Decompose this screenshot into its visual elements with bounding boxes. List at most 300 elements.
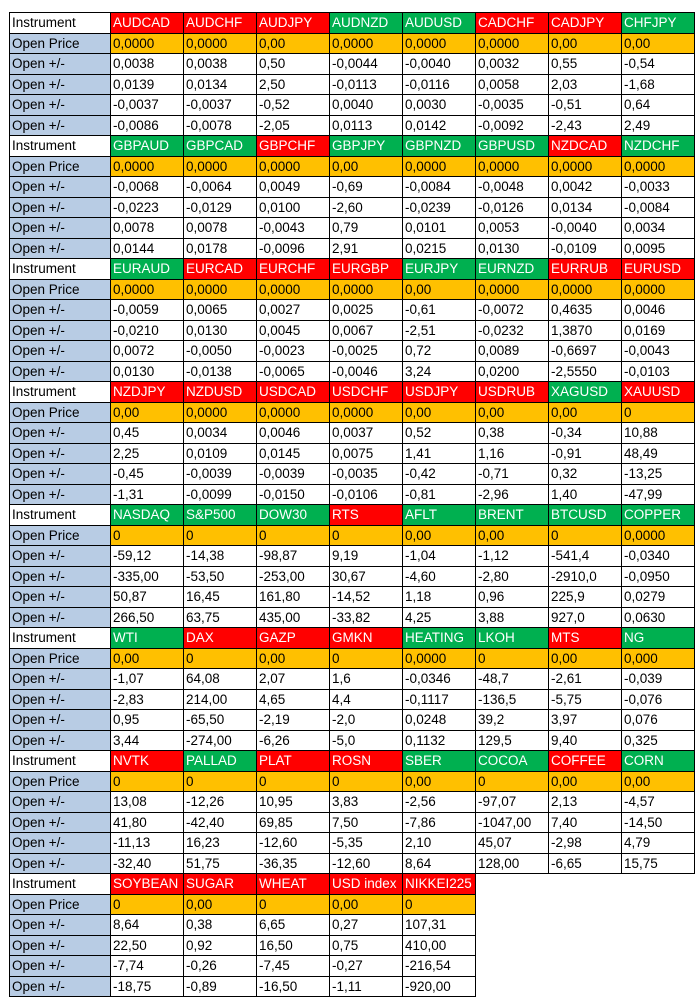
change-value-cell: -0,0096 [257, 238, 330, 259]
open-change-row [10, 812, 695, 833]
change-value-cell: 10,88 [622, 423, 695, 444]
open-price-cell: 0 [111, 525, 184, 546]
change-value-cell: -2,56 [403, 792, 476, 813]
change-value-cell: -216,54 [403, 956, 476, 977]
open-change-label: Open +/- [10, 423, 111, 444]
change-value-cell: 1,16 [476, 443, 549, 464]
change-value-cell: -5,35 [330, 833, 403, 854]
change-value-cell: 214,00 [184, 689, 257, 710]
open-change-row [10, 464, 695, 485]
empty-cell [549, 915, 622, 936]
change-value-cell: 7,50 [330, 812, 403, 833]
open-price-cell: 0 [622, 402, 695, 423]
open-price-cell: 0 [403, 894, 476, 915]
change-value-cell: -1,07 [111, 669, 184, 690]
change-value-cell: 0,0046 [257, 423, 330, 444]
change-value-cell: 0,95 [111, 710, 184, 731]
change-value-cell: -0,1117 [403, 689, 476, 710]
change-value-cell: 0,0049 [257, 177, 330, 198]
symbol-cell: USDJPY [403, 382, 476, 403]
change-value-cell: 0,0025 [330, 300, 403, 321]
empty-cell [622, 976, 695, 997]
change-value-cell: 2,07 [257, 669, 330, 690]
change-value-cell: 16,50 [257, 935, 330, 956]
change-value-cell: -0,0035 [330, 464, 403, 485]
open-change-row [10, 95, 695, 116]
symbol-cell: COCOA [476, 751, 549, 772]
instrument-header-row [10, 259, 695, 280]
open-price-cell: 0,0000 [476, 156, 549, 177]
change-value-cell: 0,75 [330, 935, 403, 956]
change-value-cell: 0,0109 [184, 443, 257, 464]
symbol-cell: AUDUSD [403, 13, 476, 34]
instrument-header-row [10, 382, 695, 403]
instrument-label: Instrument [10, 505, 111, 526]
symbol-cell: USDCHF [330, 382, 403, 403]
symbol-cell: AUDCAD [111, 13, 184, 34]
change-value-cell: -1,04 [403, 546, 476, 567]
change-value-cell: 0,0248 [403, 710, 476, 731]
change-value-cell: -13,25 [622, 464, 695, 485]
change-value-cell: -12,60 [330, 853, 403, 874]
open-price-cell: 0,0000 [549, 156, 622, 177]
symbol-cell: NVTK [111, 751, 184, 772]
open-change-label: Open +/- [10, 915, 111, 936]
change-value-cell: 1,40 [549, 484, 622, 505]
change-value-cell: -0,0086 [111, 115, 184, 136]
open-price-cell: 0,00 [330, 894, 403, 915]
symbol-cell: WTI [111, 628, 184, 649]
instrument-label: Instrument [10, 382, 111, 403]
change-value-cell: -0,0129 [184, 197, 257, 218]
change-value-cell: 0,0038 [111, 54, 184, 75]
open-change-row [10, 976, 695, 997]
change-value-cell: -0,0113 [330, 74, 403, 95]
change-value-cell: 63,75 [184, 607, 257, 628]
symbol-cell: DAX [184, 628, 257, 649]
change-value-cell: -0,0103 [622, 361, 695, 382]
change-value-cell: 0,64 [622, 95, 695, 116]
change-value-cell: -2,80 [476, 566, 549, 587]
open-price-cell: 0,00 [111, 648, 184, 669]
change-value-cell: -0,51 [549, 95, 622, 116]
change-value-cell: -0,0346 [403, 669, 476, 690]
open-price-cell: 0,0000 [184, 33, 257, 54]
change-value-cell: -4,60 [403, 566, 476, 587]
open-price-cell: 0,00 [257, 648, 330, 669]
change-value-cell: 0,0101 [403, 218, 476, 239]
open-change-label: Open +/- [10, 115, 111, 136]
open-price-cell: 0,00 [403, 402, 476, 423]
open-price-cell: 0 [330, 771, 403, 792]
change-value-cell: -0,0150 [257, 484, 330, 505]
change-value-cell: -98,87 [257, 546, 330, 567]
symbol-cell: BRENT [476, 505, 549, 526]
empty-cell [549, 956, 622, 977]
change-value-cell: -65,50 [184, 710, 257, 731]
open-change-label: Open +/- [10, 976, 111, 997]
change-value-cell: 161,80 [257, 587, 330, 608]
open-price-cell: 0 [476, 648, 549, 669]
change-value-cell: -0,26 [184, 956, 257, 977]
change-value-cell: -0,0040 [549, 218, 622, 239]
change-value-cell: 2,10 [403, 833, 476, 854]
instrument-label: Instrument [10, 628, 111, 649]
change-value-cell: 8,64 [111, 915, 184, 936]
change-value-cell: 4,65 [257, 689, 330, 710]
change-value-cell: -53,50 [184, 566, 257, 587]
change-value-cell: -0,71 [476, 464, 549, 485]
empty-cell [622, 935, 695, 956]
change-value-cell: 0,0034 [184, 423, 257, 444]
open-change-label: Open +/- [10, 361, 111, 382]
symbol-cell: CADCHF [476, 13, 549, 34]
change-value-cell: 107,31 [403, 915, 476, 936]
open-price-cell: 0,0000 [622, 279, 695, 300]
open-change-label: Open +/- [10, 238, 111, 259]
change-value-cell: -0,54 [622, 54, 695, 75]
change-value-cell: 39,2 [476, 710, 549, 731]
open-change-row [10, 607, 695, 628]
open-change-row [10, 197, 695, 218]
symbol-cell: USD index [330, 874, 403, 895]
change-value-cell: -1,68 [622, 74, 695, 95]
change-value-cell: 0,0067 [330, 320, 403, 341]
change-value-cell: -7,74 [111, 956, 184, 977]
symbol-cell: GMKN [330, 628, 403, 649]
symbol-cell: AUDJPY [257, 13, 330, 34]
open-price-row [10, 279, 695, 300]
change-value-cell: 0,0130 [476, 238, 549, 259]
symbol-cell: NZDJPY [111, 382, 184, 403]
change-value-cell: -14,52 [330, 587, 403, 608]
symbol-cell: NZDUSD [184, 382, 257, 403]
change-value-cell: 2,25 [111, 443, 184, 464]
change-value-cell: 0,0145 [257, 443, 330, 464]
open-change-label: Open +/- [10, 546, 111, 567]
open-price-cell: 0,00 [476, 402, 549, 423]
open-change-label: Open +/- [10, 566, 111, 587]
change-value-cell: -97,07 [476, 792, 549, 813]
empty-cell [476, 874, 549, 895]
instrument-table-body [10, 13, 695, 997]
open-change-row [10, 218, 695, 239]
open-change-label: Open +/- [10, 669, 111, 690]
open-price-cell: 0,00 [111, 402, 184, 423]
change-value-cell: -2,0 [330, 710, 403, 731]
symbol-cell: USDCAD [257, 382, 330, 403]
open-price-cell: 0 [184, 771, 257, 792]
change-value-cell: -0,0039 [257, 464, 330, 485]
change-value-cell: 0,55 [549, 54, 622, 75]
instrument-label: Instrument [10, 13, 111, 34]
open-price-row [10, 525, 695, 546]
change-value-cell: -0,0072 [476, 300, 549, 321]
symbol-cell: NZDCHF [622, 136, 695, 157]
open-change-row [10, 689, 695, 710]
open-price-row [10, 894, 695, 915]
change-value-cell: 0,0169 [622, 320, 695, 341]
open-change-row [10, 935, 695, 956]
change-value-cell: -7,86 [403, 812, 476, 833]
open-price-cell: 0,00 [622, 33, 695, 54]
empty-cell [549, 935, 622, 956]
change-value-cell: -1047,00 [476, 812, 549, 833]
change-value-cell: -0,0084 [403, 177, 476, 198]
change-value-cell: 2,91 [330, 238, 403, 259]
open-price-cell: 0,00 [549, 402, 622, 423]
change-value-cell: 2,49 [622, 115, 695, 136]
open-change-label: Open +/- [10, 853, 111, 874]
empty-cell [476, 894, 549, 915]
change-value-cell: -0,81 [403, 484, 476, 505]
change-value-cell: 6,65 [257, 915, 330, 936]
instrument-header-row [10, 13, 695, 34]
change-value-cell: -0,0039 [184, 464, 257, 485]
open-price-cell: 0,0000 [111, 156, 184, 177]
open-price-cell: 0,000 [622, 648, 695, 669]
symbol-cell: SBER [403, 751, 476, 772]
change-value-cell: -0,6697 [549, 341, 622, 362]
open-change-label: Open +/- [10, 710, 111, 731]
open-price-cell: 0,0000 [330, 279, 403, 300]
change-value-cell: -1,12 [476, 546, 549, 567]
open-price-cell: 0,00 [184, 894, 257, 915]
change-value-cell: -0,61 [403, 300, 476, 321]
change-value-cell: -1,11 [330, 976, 403, 997]
symbol-cell: GBPUSD [476, 136, 549, 157]
change-value-cell: 0,45 [111, 423, 184, 444]
change-value-cell: 0,27 [330, 915, 403, 936]
open-price-cell: 0 [476, 771, 549, 792]
open-price-cell: 0,0000 [403, 156, 476, 177]
open-change-label: Open +/- [10, 833, 111, 854]
symbol-cell: GBPCHF [257, 136, 330, 157]
symbol-cell: EURCHF [257, 259, 330, 280]
change-value-cell: 15,75 [622, 853, 695, 874]
open-price-row [10, 648, 695, 669]
change-value-cell: -0,0092 [476, 115, 549, 136]
change-value-cell: -0,0106 [330, 484, 403, 505]
open-price-cell: 0 [257, 525, 330, 546]
open-change-row [10, 792, 695, 813]
open-change-row [10, 320, 695, 341]
change-value-cell: -0,039 [622, 669, 695, 690]
open-price-cell: 0,00 [403, 279, 476, 300]
symbol-cell: PALLAD [184, 751, 257, 772]
change-value-cell: -0,0037 [111, 95, 184, 116]
open-change-row [10, 546, 695, 567]
change-value-cell: 266,50 [111, 607, 184, 628]
change-value-cell: -0,0064 [184, 177, 257, 198]
change-value-cell: 129,5 [476, 730, 549, 751]
change-value-cell: 927,0 [549, 607, 622, 628]
change-value-cell: -0,0109 [549, 238, 622, 259]
symbol-cell: GBPNZD [403, 136, 476, 157]
change-value-cell: -6,26 [257, 730, 330, 751]
open-change-row [10, 115, 695, 136]
open-change-row [10, 300, 695, 321]
change-value-cell: 0,0178 [184, 238, 257, 259]
symbol-cell: HEATING [403, 628, 476, 649]
change-value-cell: 0,0053 [476, 218, 549, 239]
symbol-cell: COFFEE [549, 751, 622, 772]
change-value-cell: -0,0035 [476, 95, 549, 116]
open-price-cell: 0 [257, 771, 330, 792]
open-change-row [10, 443, 695, 464]
symbol-cell: GBPCAD [184, 136, 257, 157]
open-change-label: Open +/- [10, 341, 111, 362]
open-price-label: Open Price [10, 402, 111, 423]
symbol-cell: NIKKEI225 [403, 874, 476, 895]
instrument-header-row [10, 628, 695, 649]
symbol-cell: XAGUSD [549, 382, 622, 403]
instrument-label: Instrument [10, 751, 111, 772]
change-value-cell: -0,0950 [622, 566, 695, 587]
change-value-cell: -2,98 [549, 833, 622, 854]
symbol-cell: MTS [549, 628, 622, 649]
open-price-label: Open Price [10, 279, 111, 300]
change-value-cell: 128,00 [476, 853, 549, 874]
change-value-cell: 13,08 [111, 792, 184, 813]
change-value-cell: 0,0095 [622, 238, 695, 259]
change-value-cell: -0,0340 [622, 546, 695, 567]
symbol-cell: EURGBP [330, 259, 403, 280]
open-price-cell: 0 [111, 771, 184, 792]
open-change-label: Open +/- [10, 812, 111, 833]
change-value-cell: -0,0023 [257, 341, 330, 362]
change-value-cell: -2,5550 [549, 361, 622, 382]
change-value-cell: 3,97 [549, 710, 622, 731]
change-value-cell: -2,83 [111, 689, 184, 710]
open-price-cell: 0,00 [403, 525, 476, 546]
change-value-cell: -0,91 [549, 443, 622, 464]
open-change-row [10, 669, 695, 690]
change-value-cell: 3,24 [403, 361, 476, 382]
change-value-cell: 2,13 [549, 792, 622, 813]
change-value-cell: 45,07 [476, 833, 549, 854]
open-change-row [10, 956, 695, 977]
change-value-cell: -920,00 [403, 976, 476, 997]
open-change-row [10, 710, 695, 731]
symbol-cell: AFLT [403, 505, 476, 526]
open-price-cell: 0,0000 [184, 279, 257, 300]
open-change-label: Open +/- [10, 177, 111, 198]
change-value-cell: 0,0075 [330, 443, 403, 464]
open-price-cell: 0 [257, 894, 330, 915]
open-price-cell: 0,00 [549, 33, 622, 54]
change-value-cell: 51,75 [184, 853, 257, 874]
change-value-cell: 0,38 [184, 915, 257, 936]
change-value-cell: 410,00 [403, 935, 476, 956]
open-change-label: Open +/- [10, 300, 111, 321]
symbol-cell: BTCUSD [549, 505, 622, 526]
change-value-cell: 0,0065 [184, 300, 257, 321]
change-value-cell: -136,5 [476, 689, 549, 710]
symbol-cell: EURAUD [111, 259, 184, 280]
change-value-cell: 69,85 [257, 812, 330, 833]
change-value-cell: 0,0215 [403, 238, 476, 259]
change-value-cell: 0,52 [403, 423, 476, 444]
symbol-cell: PLAT [257, 751, 330, 772]
empty-cell [476, 956, 549, 977]
change-value-cell: 0,0100 [257, 197, 330, 218]
change-value-cell: -335,00 [111, 566, 184, 587]
change-value-cell: 2,03 [549, 74, 622, 95]
change-value-cell: -2,19 [257, 710, 330, 731]
open-price-label: Open Price [10, 33, 111, 54]
change-value-cell: 0,0030 [403, 95, 476, 116]
change-value-cell: -16,50 [257, 976, 330, 997]
change-value-cell: 64,08 [184, 669, 257, 690]
change-value-cell: 0,0042 [549, 177, 622, 198]
change-value-cell: -0,0078 [184, 115, 257, 136]
symbol-cell: CORN [622, 751, 695, 772]
change-value-cell: 22,50 [111, 935, 184, 956]
open-change-label: Open +/- [10, 607, 111, 628]
change-value-cell: 9,40 [549, 730, 622, 751]
change-value-cell: -0,0043 [257, 218, 330, 239]
open-price-cell: 0,00 [549, 771, 622, 792]
change-value-cell: -11,13 [111, 833, 184, 854]
open-price-cell: 0,0000 [257, 279, 330, 300]
change-value-cell: 0,1132 [403, 730, 476, 751]
open-price-cell: 0,00 [549, 648, 622, 669]
change-value-cell: -32,40 [111, 853, 184, 874]
change-value-cell: 7,40 [549, 812, 622, 833]
change-value-cell: -0,89 [184, 976, 257, 997]
open-change-label: Open +/- [10, 935, 111, 956]
symbol-cell: SUGAR [184, 874, 257, 895]
open-change-label: Open +/- [10, 484, 111, 505]
open-change-row [10, 484, 695, 505]
change-value-cell: 0,0130 [111, 361, 184, 382]
change-value-cell: 0,0038 [184, 54, 257, 75]
open-change-label: Open +/- [10, 443, 111, 464]
change-value-cell: -0,0048 [476, 177, 549, 198]
open-change-label: Open +/- [10, 792, 111, 813]
open-price-cell: 0 [330, 525, 403, 546]
change-value-cell: -0,0099 [184, 484, 257, 505]
change-value-cell: -2,96 [476, 484, 549, 505]
change-value-cell: -0,34 [549, 423, 622, 444]
open-price-row [10, 402, 695, 423]
change-value-cell: 0,0144 [111, 238, 184, 259]
change-value-cell: -0,0040 [403, 54, 476, 75]
symbol-cell: DOW30 [257, 505, 330, 526]
open-change-label: Open +/- [10, 320, 111, 341]
change-value-cell: -2,51 [403, 320, 476, 341]
change-value-cell: 0,32 [549, 464, 622, 485]
change-value-cell: -4,57 [622, 792, 695, 813]
change-value-cell: 8,64 [403, 853, 476, 874]
change-value-cell: 2,50 [257, 74, 330, 95]
change-value-cell: -253,00 [257, 566, 330, 587]
symbol-cell: CADJPY [549, 13, 622, 34]
change-value-cell: -0,0210 [111, 320, 184, 341]
change-value-cell: 0,0134 [184, 74, 257, 95]
symbol-cell: CHFJPY [622, 13, 695, 34]
open-price-cell: 0,00 [622, 771, 695, 792]
open-change-row [10, 587, 695, 608]
open-change-row [10, 238, 695, 259]
change-value-cell: 0,0045 [257, 320, 330, 341]
change-value-cell: -2,61 [549, 669, 622, 690]
open-price-cell: 0,0000 [184, 402, 257, 423]
open-change-label: Open +/- [10, 689, 111, 710]
open-change-label: Open +/- [10, 95, 111, 116]
symbol-cell: ROSN [330, 751, 403, 772]
